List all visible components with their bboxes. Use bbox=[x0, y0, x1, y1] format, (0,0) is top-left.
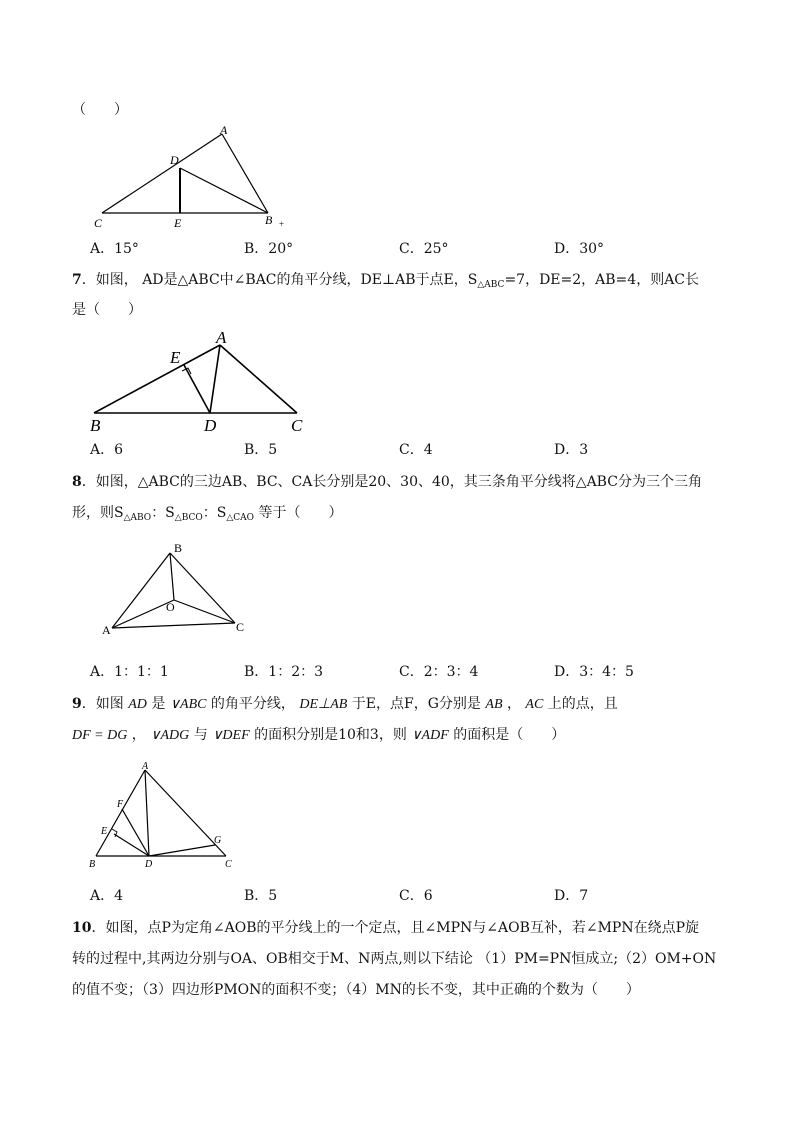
q8-text-line2: 形，则$S_{\triangle ABO}$：$S_{\triangle BCO}$：$S_{\triangle CAO}$ 等于（ ） bbox=[72, 505, 343, 523]
q7-label-d: D bbox=[204, 416, 217, 435]
q8-number: 8 bbox=[72, 474, 82, 490]
q10-text-line3: 的值不变；（3）四边形PMON的面积不变；（4）MN的长不变，其中正确的个数为（ ） bbox=[72, 982, 640, 998]
q9-label-b: B bbox=[89, 859, 96, 870]
q7-number: 7 bbox=[72, 272, 82, 288]
q7-label-e: E bbox=[170, 348, 181, 367]
q7-label-c: C bbox=[291, 416, 303, 435]
q7-option-c[interactable]: C．4 bbox=[399, 442, 433, 458]
q9-text-line1: 9．如图 AD 是 ∨ABC 的角平分线， DE⊥AB 于E，点F，G分别是 AB ， AC 上的点，且 bbox=[72, 696, 618, 712]
q8-option-c[interactable]: C．2：3：4 bbox=[399, 664, 479, 680]
q10-number: 10 bbox=[72, 920, 92, 936]
q9-label-d: D bbox=[145, 859, 153, 870]
q8-label-b: B bbox=[174, 541, 183, 555]
q6-label-e: E bbox=[174, 216, 182, 230]
q9-option-a[interactable]: A．4 bbox=[90, 888, 124, 904]
q6-label-mark: + bbox=[279, 219, 285, 229]
q6-label-a: A bbox=[220, 123, 228, 137]
q9-number: 9 bbox=[72, 696, 82, 712]
q9-option-d[interactable]: D．7 bbox=[554, 888, 589, 904]
q7-text-line2: 是（ ） bbox=[72, 302, 142, 318]
q7-option-d[interactable]: D．3 bbox=[554, 442, 589, 458]
q9-text-line2: DF = DG ， ∨ADG 与 ∨DEF 的面积分别是10和3，则 ∨ADF 的面积是（ ） bbox=[72, 727, 566, 743]
q9-label-e: E bbox=[101, 826, 108, 837]
q7-label-b: B bbox=[90, 416, 101, 435]
q6-paren: （ ） bbox=[72, 102, 128, 118]
q9-label-c: C bbox=[225, 859, 232, 870]
q6-option-b[interactable]: B．20° bbox=[244, 241, 294, 257]
q10-text-line2: 转的过程中,其两边分别与OA、OB相交于M、N两点,则以下结论 （1）PM=PN恒成立;（2）OM+ON bbox=[72, 951, 717, 967]
q8-option-a[interactable]: A．1：1：1 bbox=[90, 664, 169, 680]
q9-option-c[interactable]: C．6 bbox=[399, 888, 433, 904]
q9-label-g: G bbox=[214, 835, 222, 846]
q6-label-b: B bbox=[265, 213, 273, 227]
q9-option-b[interactable]: B．5 bbox=[244, 888, 278, 904]
q6-label-d: D bbox=[170, 153, 179, 167]
q6-option-a[interactable]: A．15° bbox=[90, 241, 139, 257]
q6-label-c: C bbox=[94, 216, 103, 230]
q8-option-d[interactable]: D．3：4：5 bbox=[554, 664, 634, 680]
q6-option-d[interactable]: D．30° bbox=[554, 241, 605, 257]
q8-text-line1: 8．如图，△ABC的三边AB、BC、CA长分别是20、30、40，其三条角平分线将△ABC分为三个三角 bbox=[72, 474, 702, 490]
q9-label-f: F bbox=[117, 799, 124, 810]
q6-option-c[interactable]: C．25° bbox=[399, 241, 449, 257]
q9-figure bbox=[84, 756, 254, 874]
q8-label-a: A bbox=[102, 623, 111, 637]
q7-option-b[interactable]: B．5 bbox=[244, 442, 278, 458]
q9-label-a: A bbox=[142, 761, 149, 772]
q6-figure bbox=[80, 120, 300, 235]
q7-text-line1: 7．如图， AD是△ABC中∠BAC的角平分线，DE⊥AB于点E，$S_{\triangle ABC}=7$，DE=2，AB=4，则AC长 bbox=[72, 272, 700, 290]
q8-figure bbox=[90, 535, 270, 645]
q8-option-b[interactable]: B．1：2：3 bbox=[244, 664, 324, 680]
q8-label-c: C bbox=[236, 620, 245, 634]
q10-text-line1: 10．如图，点P为定角∠AOB的平分线上的一个定点，且∠MPN与∠AOB互补，若∠MPN在绕点P旋 bbox=[72, 920, 700, 936]
q7-figure bbox=[80, 325, 320, 437]
q7-label-a: A bbox=[216, 328, 227, 347]
q7-option-a[interactable]: A．6 bbox=[90, 442, 124, 458]
q8-label-o: O bbox=[166, 600, 175, 614]
